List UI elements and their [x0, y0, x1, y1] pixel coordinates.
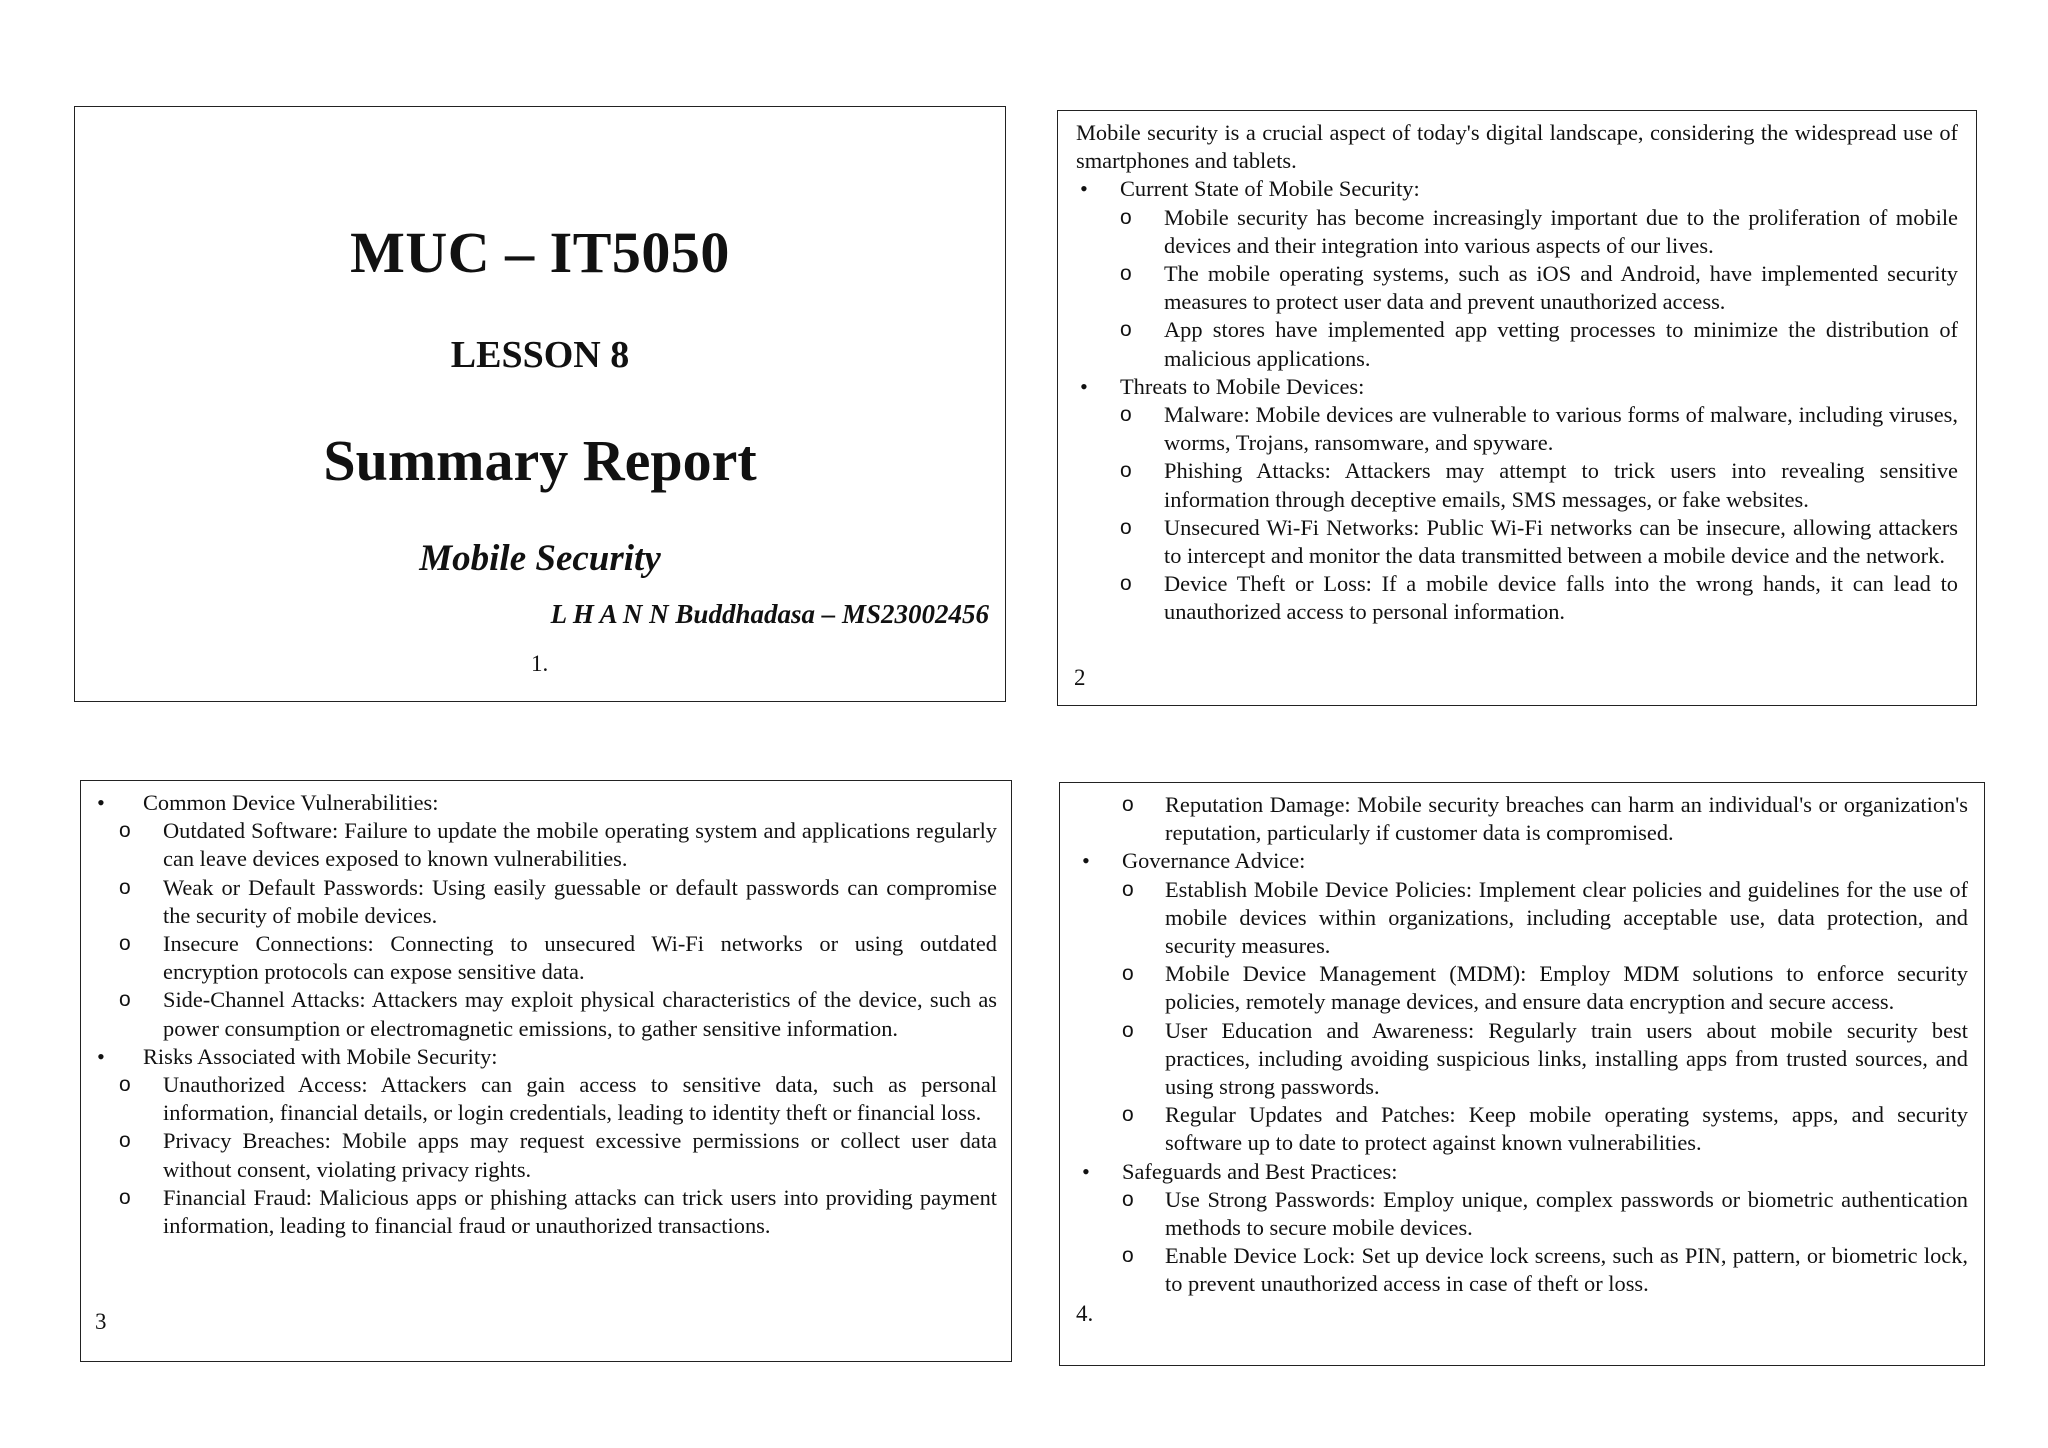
circle-bullet-icon: o	[119, 1129, 131, 1153]
circle-bullet-icon: o	[1120, 318, 1132, 342]
bullet-list	[97, 789, 997, 1240]
list-item	[1078, 791, 1968, 847]
list-item-text: Unauthorized Access: Attackers can gain access to sensitive data, such as personal information, financial details, or login credentials, leading to identity theft or financial loss.	[163, 1072, 997, 1126]
list-item-text: Privacy Breaches: Mobile apps may request excessive permissions or collect user data without consent, violating privacy rights.	[163, 1128, 997, 1182]
list-item-text: User Education and Awareness: Regularly train users about mobile security best practices, including avoiding suspicious links, installing apps from trusted sources, and using strong passwords.	[1165, 1017, 1968, 1100]
list-item-text: Device Theft or Loss: If a mobile device falls into the wrong hands, it can lead to unauthorized access to personal information.	[1164, 571, 1958, 625]
circle-bullet-icon: o	[1120, 205, 1132, 229]
section-heading: Governance Advice:	[1122, 848, 1306, 874]
list-item	[97, 874, 997, 930]
circle-bullet-icon: o	[1122, 1018, 1134, 1042]
section-heading: Threats to Mobile Devices:	[1120, 373, 1365, 399]
list-section	[1076, 175, 1958, 372]
list-item-text: Side-Channel Attacks: Attackers may exploit physical characteristics of the device, such as power consumption or electromagnetic emissions, to gather sensitive information.	[163, 987, 997, 1041]
list-item	[97, 1127, 997, 1183]
slide-number: 2	[1074, 665, 1086, 690]
slide-4	[1059, 782, 1985, 1366]
list-item	[1078, 1186, 1968, 1242]
circle-bullet-icon: o	[1120, 403, 1132, 427]
lesson-number: LESSON 8	[450, 334, 630, 376]
circle-bullet-icon: o	[1120, 572, 1132, 596]
list-item-text: Reputation Damage: Mobile security breaches can harm an individual's or organization's reputation, particularly if customer data is compromised.	[1165, 792, 1968, 846]
circle-bullet-icon: o	[119, 875, 131, 899]
author-line: L H A N N Buddhadasa – MS23002456	[550, 599, 989, 629]
slide-1-title	[74, 106, 1006, 702]
circle-bullet-icon: o	[1122, 1244, 1134, 1268]
list-item	[1076, 570, 1958, 626]
circle-bullet-icon: o	[119, 988, 131, 1012]
list-item-text: App stores have implemented app vetting processes to minimize the distribution of malicious applications.	[1164, 317, 1958, 371]
section-heading: Common Device Vulnerabilities:	[143, 790, 439, 815]
list-item-text: Financial Fraud: Malicious apps or phishing attacks can trick users into providing payment information, leading to financial fraud or unauthorized transactions.	[163, 1184, 997, 1239]
section-heading: Risks Associated with Mobile Security:	[143, 1043, 498, 1069]
list-item-text: Regular Updates and Patches: Keep mobile operating systems, apps, and security software up to date to protect against known vulnerabilities.	[1165, 1102, 1968, 1156]
circle-bullet-icon: o	[119, 1185, 131, 1209]
list-item	[1078, 1242, 1968, 1298]
list-item	[1076, 401, 1958, 457]
bullet-dot-icon: •	[1082, 1158, 1090, 1184]
circle-bullet-icon: o	[1122, 1103, 1134, 1127]
slide-3	[80, 780, 1012, 1362]
slide-2-content	[1076, 119, 1958, 627]
list-item-text: Mobile Device Management (MDM): Employ MDM solutions to enforce security policies, remotely manage devices, and ensure data encryption and secure access.	[1165, 961, 1968, 1015]
circle-bullet-icon: o	[1120, 262, 1132, 286]
intro-paragraph: Mobile security is a crucial aspect of today's digital landscape, considering the widespread use of smartphones and tablets.	[1076, 120, 1958, 174]
list-item-text: Enable Device Lock: Set up device lock screens, such as PIN, pattern, or biometric lock, to prevent unauthorized access in case of theft or loss.	[1165, 1243, 1968, 1297]
section-heading: Current State of Mobile Security:	[1120, 176, 1420, 202]
circle-bullet-icon: o	[119, 1073, 131, 1097]
lead-list	[1078, 791, 1968, 847]
course-code: MUC – IT5050	[350, 220, 730, 285]
circle-bullet-icon: o	[1122, 962, 1134, 986]
list-item	[97, 986, 997, 1042]
list-section	[97, 789, 997, 1043]
list-item	[1076, 260, 1958, 316]
bullet-dot-icon: •	[1082, 848, 1090, 874]
circle-bullet-icon: o	[119, 819, 131, 843]
list-item	[1076, 514, 1958, 570]
bullet-dot-icon: •	[97, 1043, 105, 1069]
slide-2	[1057, 110, 1977, 706]
slide-number: 3	[95, 1309, 107, 1334]
circle-bullet-icon: o	[1122, 1187, 1134, 1211]
slide-number: 1.	[531, 651, 549, 676]
slide-number: 4.	[1076, 1301, 1094, 1326]
slide-4-content	[1078, 791, 1968, 1299]
list-item	[1076, 204, 1958, 260]
list-item-text: Phishing Attacks: Attackers may attempt to trick users into revealing sensitive information through deceptive emails, SMS messages, or fake websites.	[1164, 458, 1958, 512]
list-item	[1078, 1017, 1968, 1102]
list-item	[97, 1071, 997, 1127]
section-heading: Safeguards and Best Practices:	[1122, 1158, 1398, 1184]
list-item-text: Mobile security has become increasingly important due to the proliferation of mobile devices and their integration into various aspects of our lives.	[1164, 204, 1958, 258]
list-item-text: Insecure Connections: Connecting to unsecured Wi-Fi networks or using outdated encryption protocols can expose sensitive data.	[163, 931, 997, 985]
list-item	[97, 930, 997, 986]
list-item	[1078, 1101, 1968, 1157]
bullet-dot-icon: •	[1080, 176, 1088, 202]
list-item-text: Unsecured Wi-Fi Networks: Public Wi-Fi networks can be insecure, allowing attackers to intercept and monitor the data transmitted between a mobile device and the network.	[1164, 514, 1958, 569]
list-item-text: Establish Mobile Device Policies: Implement clear policies and guidelines for the use of mobile devices within organizations, including acceptable use, data protection, and security measures.	[1165, 876, 1968, 959]
list-item	[1078, 876, 1968, 961]
bullet-list	[1078, 847, 1968, 1298]
bullet-dot-icon: •	[1080, 373, 1088, 399]
topic-title: Mobile Security	[419, 538, 661, 579]
bullet-dot-icon: •	[97, 790, 105, 815]
list-section	[1078, 1158, 1968, 1299]
list-item	[97, 817, 997, 873]
circle-bullet-icon: o	[1120, 515, 1132, 539]
slide-3-content	[97, 789, 997, 1240]
list-item	[1078, 960, 1968, 1016]
list-item	[97, 1184, 997, 1240]
list-item-text: Outdated Software: Failure to update the mobile operating system and applications regularly can leave devices exposed to known vulnerabilities.	[163, 818, 997, 872]
report-title: Summary Report	[323, 428, 757, 493]
list-item-text: Malware: Mobile devices are vulnerable to various forms of malware, including viruses, worms, Trojans, ransomware, and spyware.	[1164, 402, 1958, 456]
circle-bullet-icon: o	[119, 932, 131, 956]
list-section	[1078, 847, 1968, 1157]
list-item-text: Use Strong Passwords: Employ unique, complex passwords or biometric authentication methods to secure mobile devices.	[1165, 1186, 1968, 1241]
circle-bullet-icon: o	[1120, 459, 1132, 483]
list-section	[1076, 373, 1958, 627]
list-item	[1076, 457, 1958, 513]
list-item-text: Weak or Default Passwords: Using easily guessable or default passwords can compromise the security of mobile devices.	[163, 874, 997, 928]
list-section	[97, 1043, 997, 1240]
circle-bullet-icon: o	[1122, 877, 1134, 901]
circle-bullet-icon: o	[1122, 793, 1134, 816]
bullet-list	[1076, 175, 1958, 626]
list-item-text: The mobile operating systems, such as iOS and Android, have implemented security measures to protect user data and prevent unauthorized access.	[1164, 261, 1958, 315]
list-item	[1076, 316, 1958, 372]
